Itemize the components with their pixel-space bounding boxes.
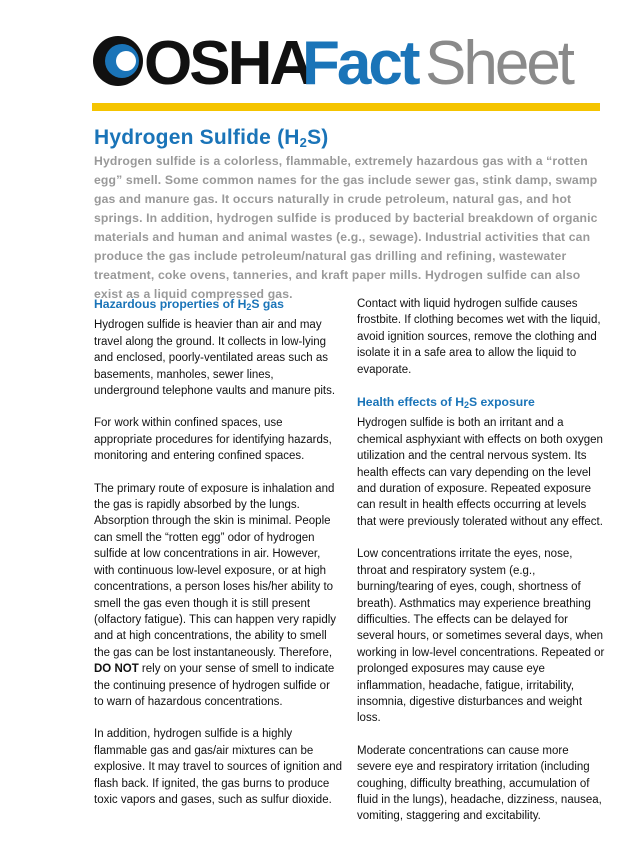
osha-wordmark: OSHA — [144, 30, 312, 92]
paragraph: Low concentrations irritate the eyes, nose, throat and respiratory system (e.g., burning/tearing of eyes, cough, shortness of breath). Asthmatics may experience breathing difficulties. The effects can be delayed for several hours, or sometimes several days, when working in low-level concentrations. Repeated or prolonged exposures may cause eye inflammation, headache, fatigue, irritability, insomnia, digestive disturbances and weight loss. — [357, 548, 605, 725]
paragraph: For work within confined spaces, use appropriate procedures for identifying hazards, monitoring and entering confined spaces. — [94, 417, 332, 463]
paragraph: Hydrogen sulfide is both an irritant and a chemical asphyxiant with effects on both oxygen utilization and the central nervous system. Its health effects can vary depending on the level and duration of exposure. Repeated exposure can result in health effects occurring at levels that were previously tolerated without any effect. — [357, 417, 603, 528]
heading-subscript: 2 — [464, 400, 470, 411]
header-rule — [92, 103, 600, 111]
paragraph: Contact with liquid hydrogen sulfide causes frostbite. If clothing becomes wet with the liquid, avoid ignition sources, remove the clothing and isolate it in a safe area to allow the liquid to evaporate. — [357, 298, 601, 376]
fact-wordmark: Fact — [302, 30, 418, 92]
emphasis-do-not: DO NOT — [94, 663, 139, 676]
paragraph — [94, 481, 342, 711]
heading-text: Health effects of H — [357, 395, 464, 410]
section-heading-hazardous-properties — [94, 296, 342, 315]
heading-text: Hazardous properties of H — [94, 297, 247, 311]
paragraph-text: The primary route of exposure is inhalation and the gas is rapidly absorbed by the lungs. Absorption through the skin is minimal. People can smell the “rotten egg” odor of hydrogen sulfide at low concentrations in air. However, with continuous low-level exposure, or at high concentrations, a person loses his/her ability to smell the gas even though it is still present (olfactory fatigue). This can happen very rapidly and at high concentrations, the ability to smell the gas can be lost instantaneously. Therefore, — [94, 482, 337, 659]
left-column — [94, 296, 342, 824]
heading-text-end: S exposure — [469, 395, 535, 410]
masthead — [92, 30, 602, 90]
sheet-wordmark: Sheet — [425, 30, 573, 92]
paragraph-text: rely on your sense of smell to indicate the continuing presence of hydrogen sulfide or to warn of hazardous concentrations. — [94, 663, 335, 708]
page-title — [94, 126, 328, 150]
paragraph: Moderate concentrations can cause more severe eye and respiratory irritation (including coughing, difficulty breathing, accumulation of fluid in the lungs), headache, dizziness, nausea, vomiting, staggering and excitability. — [357, 744, 602, 823]
heading-text-end: S gas — [251, 297, 284, 311]
intro-paragraph: Hydrogen sulfide is a colorless, flammable, extremely hazardous gas with a “rotten egg” smell. Some common names for the gas include sewer gas, stink damp, swamp gas and manure gas. It occurs naturally in crude petroleum, natural gas, and hot springs. In addition, hydrogen sulfide is produced by bacterial breakdown of organic materials and human and animal wastes (e.g., sewage). Industrial activities that can produce the gas include petroleum/natural gas drilling and refining, wastewater treatment, coke ovens, tanneries, and kraft paper mills. Hydrogen sulfide can also exist as a liquid compressed gas. — [94, 154, 598, 301]
osha-logo-mark — [93, 36, 143, 86]
title-text: Hydrogen Sulfide (H — [94, 126, 300, 149]
osha-factsheet-logo — [92, 30, 602, 92]
heading-subscript: 2 — [246, 302, 252, 312]
title-text-end: S) — [307, 126, 329, 149]
title-subscript: 2 — [299, 135, 308, 150]
right-column — [357, 296, 605, 841]
paragraph: Hydrogen sulfide is heavier than air and may travel along the ground. It collects in low-lying and enclosed, poorly-ventilated areas such as basements, manholes, sewer lines, underground telephone vaults and manure pits. — [94, 319, 336, 398]
section-heading-health-effects — [357, 394, 605, 413]
paragraph: In addition, hydrogen sulfide is a highly flammable gas and gas/air mixtures can be explosive. It may travel to sources of ignition and flash back. If ignited, the gas burns to produce toxic vapors and gases, such as sulfur dioxide. — [94, 728, 343, 806]
